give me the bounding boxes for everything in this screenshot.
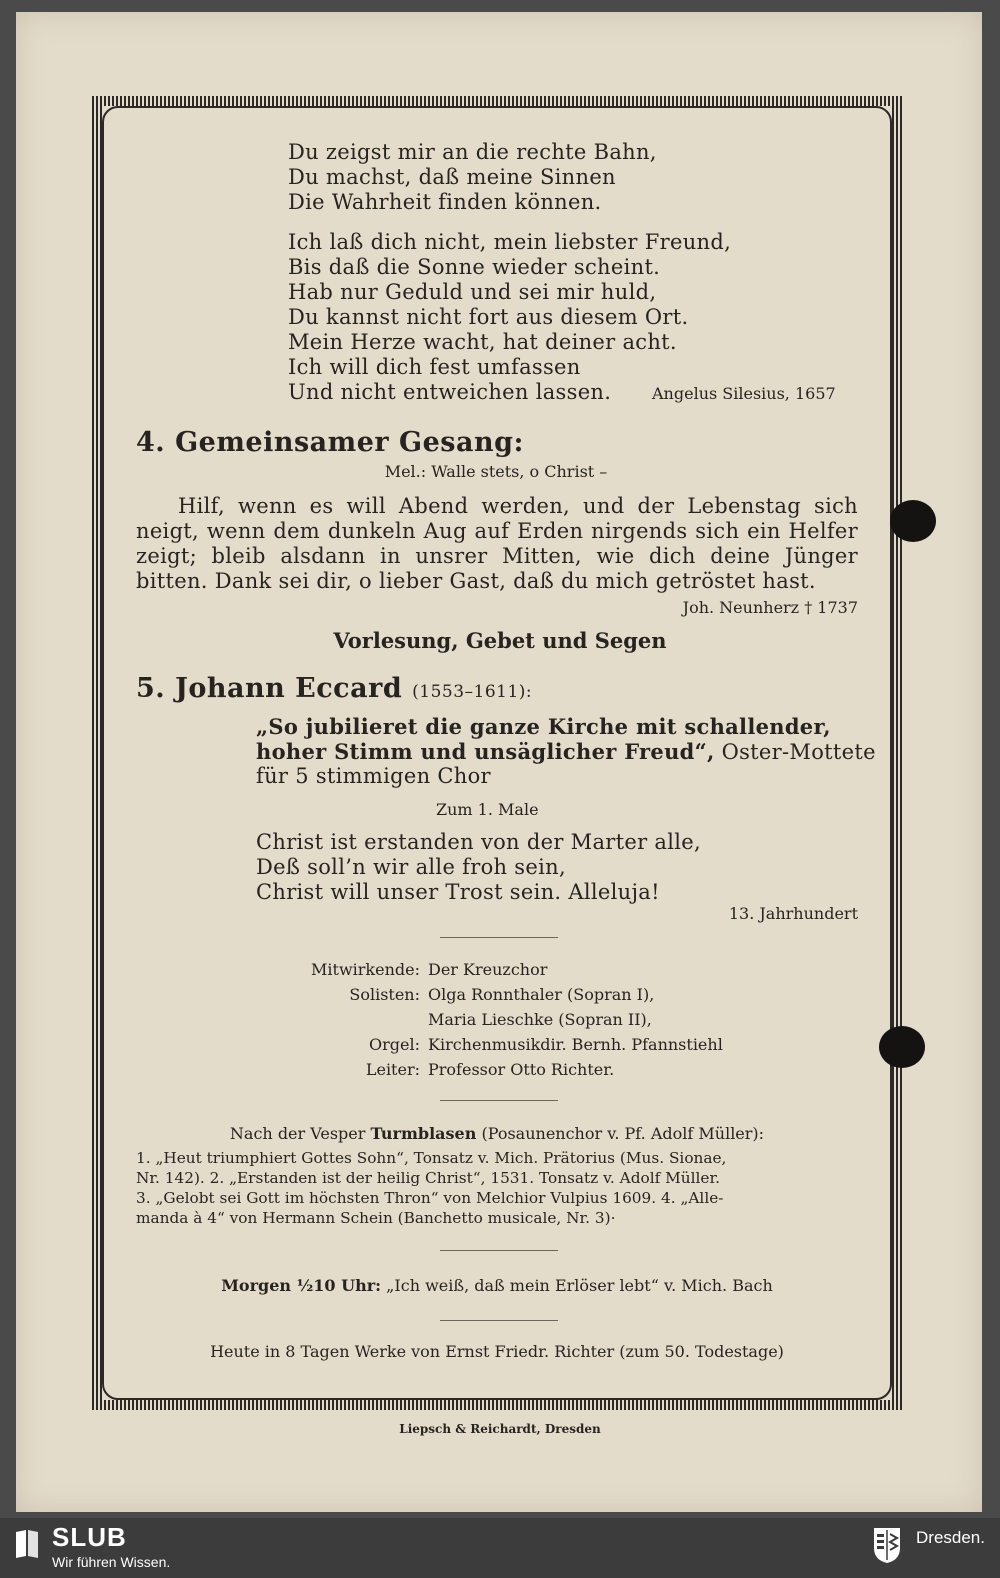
stanza1-line: Die Wahrheit finden können. — [288, 190, 602, 214]
stanza2-line: Bis daß die Sonne wieder scheint. — [288, 255, 661, 279]
section4-text: Hilf, wenn es will Abend werden, und der Lebenstag sich neigt, wenn dem dunkeln Aug auf Erden nirgends sich ein Helfer zeigt; bleib alsdann in unsrer Mitten, wie dich deine Jünger bitten. Dank sei dir, o lieber Gast, daß du mich getröstet hast. — [136, 494, 858, 593]
stanza2-line: Mein Herze wacht, hat deiner acht. — [288, 330, 677, 354]
stanza2-line: Und nicht entweichen lassen. — [288, 380, 612, 404]
stanza2-line: Du kannst nicht fort aus diesem Ort. — [288, 305, 689, 329]
tomorrow-time: Morgen ½10 Uhr: — [221, 1276, 382, 1295]
punch-hole-bottom — [879, 1026, 925, 1068]
section5-title-line1: „So jubilieret die ganze Kirche mit schallender, — [256, 714, 831, 739]
section5-heading — [136, 673, 532, 704]
divider — [440, 937, 558, 938]
performer-label: Solisten: — [349, 985, 420, 1004]
slub-book-icon — [14, 1528, 40, 1558]
divider — [440, 1320, 558, 1321]
tower-intro-post: (Posaunenchor v. Pf. Adolf Müller): — [481, 1124, 765, 1143]
tower-line: manda à 4“ von Hermann Schein (Banchetto musicale, Nr. 3)· — [136, 1209, 616, 1227]
stanza2-line: Hab nur Geduld und sei mir huld, — [288, 280, 657, 304]
interlude: Vorlesung, Gebet und Segen — [333, 628, 667, 653]
tower-line: 1. „Heut triumphiert Gottes Sohn“, Tonsatz v. Mich. Prätorius (Mus. Sionae, — [136, 1149, 727, 1167]
library-tagline: Wir führen Wissen. — [52, 1554, 171, 1570]
section5-verse-line: Christ will unser Trost sein. Alleluja! — [256, 880, 660, 904]
dresden-crest-icon — [872, 1526, 902, 1564]
section5-title-bold: hoher Stimm und unsäglicher Freud“, — [256, 739, 715, 764]
tomorrow-work: „Ich weiß, daß mein Erlöser lebt“ v. Mich. Bach — [386, 1276, 773, 1295]
stanza1-line: Du machst, daß meine Sinnen — [288, 165, 616, 189]
performer-value: Maria Lieschke (Sopran II), — [428, 1010, 652, 1029]
footer-bar — [0, 1518, 1000, 1578]
performer-label: Mitwirkende: — [311, 960, 420, 979]
performer-value: Kirchenmusikdir. Bernh. Pfannstiehl — [428, 1035, 723, 1054]
section5-title-line3: für 5 stimmigen Chor — [256, 764, 491, 788]
tower-line: 3. „Gelobt sei Gott im höchsten Thron“ von Melchior Vulpius 1609. 4. „Alle- — [136, 1189, 724, 1207]
stanza2-author: Angelus Silesius, 1657 — [652, 384, 836, 403]
tower-intro — [136, 1124, 858, 1143]
section5-dates: (1553–1611): — [412, 682, 533, 702]
punch-hole-top — [890, 500, 936, 542]
performer-value: Olga Ronnthaler (Sopran I), — [428, 985, 655, 1004]
stanza2-line: Ich laß dich nicht, mein liebster Freund, — [288, 230, 732, 254]
section4-author: Joh. Neunherz † 1737 — [682, 598, 858, 617]
printer: Liepsch & Reichardt, Dresden — [399, 1422, 601, 1436]
performer-value: Professor Otto Richter. — [428, 1060, 615, 1079]
section5-title-line2 — [256, 739, 876, 765]
section5-note: Zum 1. Male — [436, 800, 539, 819]
section5-verse-line: Deß soll’n wir alle froh sein, — [256, 855, 566, 879]
divider — [440, 1100, 558, 1101]
next-week: Heute in 8 Tagen Werke von Ernst Friedr. Richter (zum 50. Todestage) — [210, 1342, 784, 1361]
section4-melody: Mel.: Walle stets, o Christ – — [384, 462, 608, 481]
tower-intro-bold: Turmblasen — [370, 1124, 477, 1143]
section4-heading: 4. Gemeinsamer Gesang: — [136, 427, 524, 458]
city-name: Dresden. — [916, 1528, 985, 1547]
tomorrow — [136, 1276, 858, 1295]
divider — [440, 1250, 558, 1251]
tower-line: Nr. 142). 2. „Erstanden ist der heilig Christ“, 1531. Tonsatz v. Adolf Müller. — [136, 1169, 720, 1187]
performer-value: Der Kreuzchor — [428, 960, 548, 979]
tower-intro-pre: Nach der Vesper — [229, 1124, 366, 1143]
section5-verse-line: Christ ist erstanden von der Marter alle, — [256, 830, 701, 854]
stanza2-line: Ich will dich fest umfassen — [288, 355, 581, 379]
section5-century: 13. Jahrhundert — [728, 904, 858, 923]
library-name: SLUB — [52, 1522, 127, 1552]
stanza1-line: Du zeigst mir an die rechte Bahn, — [288, 140, 657, 164]
section5-title-rest: Oster-Mottete — [721, 740, 876, 764]
section5-composer: 5. Johann Eccard — [136, 673, 403, 704]
performer-label: Leiter: — [365, 1060, 420, 1079]
performer-label: Orgel: — [369, 1035, 420, 1054]
